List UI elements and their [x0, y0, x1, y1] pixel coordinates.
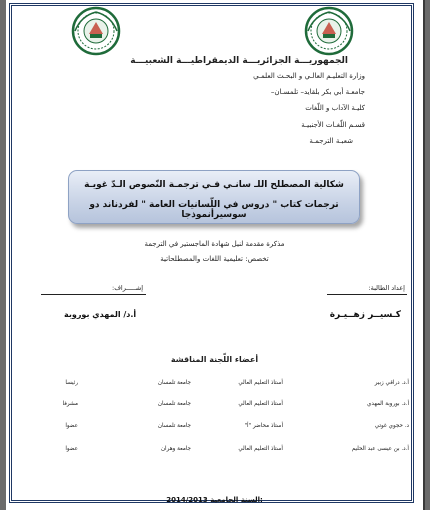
jury-row	[6, 380, 423, 392]
faculty-name: كليـة الآداب و اللّغات	[305, 104, 365, 112]
supervisor-label: إشـــــراف:	[112, 284, 144, 292]
jury-member-university: جامعة تلمسان	[157, 423, 191, 429]
jury-member-role: رئيسا	[65, 380, 78, 386]
jury-member-name: أ.د. دراقي زبير	[374, 380, 409, 386]
supervisor-name: أ.د/ المهدي بوروبة	[64, 310, 137, 319]
specialty: تخصص: تعليمية اللغات والمصطلحاتية	[160, 255, 269, 263]
jury-member-name: د. حجوي غوتي	[374, 423, 409, 429]
university-seal-icon	[71, 6, 121, 56]
university-seal-icon	[304, 6, 354, 56]
jury-member-rank: أستاذ محاضر "أ"	[244, 423, 283, 429]
country-name: الجمهوريـــة الجزائريـــة الديمقراطيـــة الشعبيـــة	[130, 56, 348, 66]
jury-member-university: جامعة تلمسان	[157, 380, 191, 386]
jury-row	[6, 446, 423, 458]
department-name: قسـم اللّغـات الأجنبيـة	[301, 121, 365, 129]
thesis-title-box	[68, 170, 360, 224]
thesis-title-line-2: ترجمات كتاب " دروس في اللّسانيات العامة " لفردناند دو سوسيرأنموذجا	[89, 200, 339, 220]
ministry-name: وزارة التعليـم العالـي و البحـث العلمـي	[253, 72, 365, 80]
jury-member-role: عضوا	[65, 423, 78, 429]
jury-row	[6, 423, 423, 435]
jury-member-rank: أستاذ التعليم العالي	[238, 380, 283, 386]
jury-member-university: جامعة تلمسان	[157, 401, 191, 407]
divider	[41, 294, 146, 295]
jury-row	[6, 401, 423, 413]
jury-member-role: مشرفا	[62, 401, 78, 407]
academic-year-value: 2014/2013	[166, 496, 208, 504]
branch-name: شعبـة الترجمـة	[309, 137, 353, 145]
document-page	[6, 0, 425, 510]
jury-member-university: جامعة وهران	[160, 446, 191, 452]
academic-year-label: السنة الجامعية:	[210, 496, 263, 504]
jury-member-name: أ.د. بوروبة المهدي	[367, 401, 409, 407]
thesis-title-line-1: شكالية المصطلح اللـ سانـي فـي ترجمـة النّصوص الـدّ غويـة	[84, 180, 344, 190]
academic-year	[6, 496, 423, 504]
student-name: كـسيــر زهــيـرة	[329, 310, 401, 320]
jury-member-role: عضوا	[65, 446, 78, 452]
jury-member-name: أ.د. بن عيسى عبد الحليم	[351, 446, 409, 452]
prepared-by-label: إعداد الطالبة:	[368, 284, 405, 292]
jury-member-rank: أستاذ التعليم العالي	[238, 401, 283, 407]
divider	[327, 294, 407, 295]
jury-member-rank: أستاذ التعليم العالي	[238, 446, 283, 452]
jury-title: أعضاء اللّجنة المناقشة	[170, 355, 259, 364]
memo-statement: مذكرة مقدمة لنيل شهادة الماجستير في الترجمة	[144, 240, 285, 248]
university-name: جامعـة أبي بكر بلقايد– تلمسـان–	[270, 88, 365, 96]
